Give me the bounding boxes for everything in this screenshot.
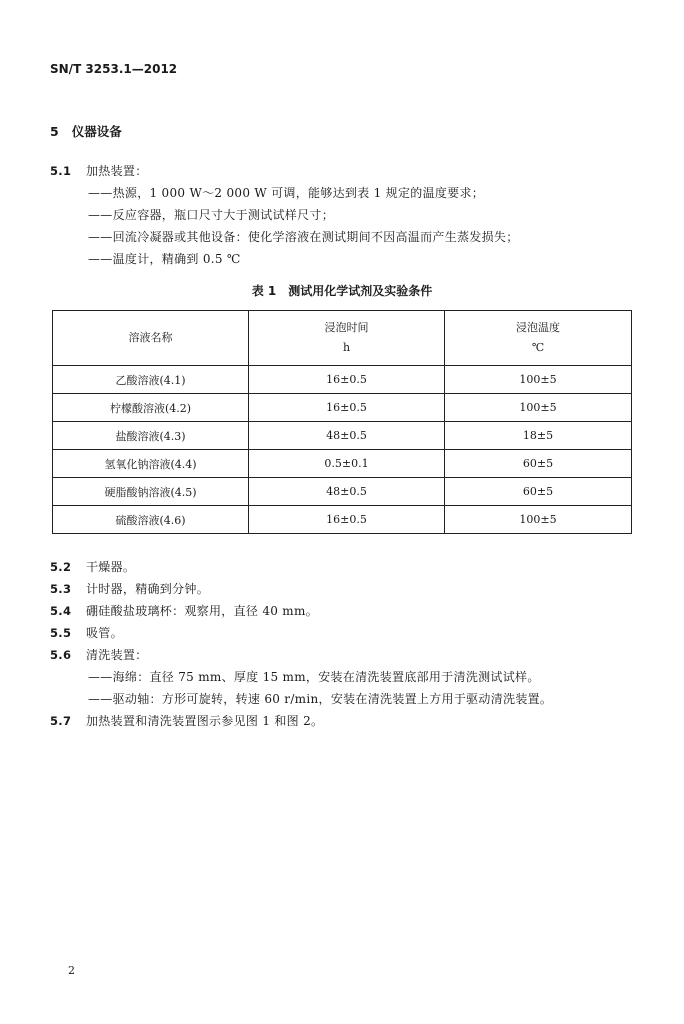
header-soak-temp-label: 浸泡温度: [516, 321, 560, 334]
cell-solution-name: 硫酸溶液(4.6): [53, 506, 249, 534]
header-soak-time-label: 浸泡时间: [324, 321, 369, 334]
cell-soak-temp: 18±5: [445, 422, 632, 450]
cell-soak-time: 48±0.5: [249, 422, 445, 450]
clause-number: 5.4: [50, 604, 72, 618]
clause-number: 5.7: [50, 714, 72, 728]
clause-5-2: [50, 558, 135, 575]
cell-soak-temp: 100±5: [445, 506, 632, 534]
table-caption: 表 1 测试用化学试剂及实验条件: [251, 284, 433, 298]
conditions-table: [52, 310, 632, 534]
clause-text: 硼硅酸盐玻璃杯：观察用，直径 40 mm。: [86, 604, 318, 618]
clause-text: 干燥器。: [86, 560, 136, 574]
section-title-text: 仪器设备: [71, 124, 122, 139]
cell-soak-temp: 100±5: [445, 394, 632, 422]
header-soak-temp-unit: ℃: [531, 341, 545, 354]
standard-code: SN/T 3253.1—2012: [50, 62, 178, 76]
clause-number: 5.6: [50, 648, 72, 662]
table-row: [53, 422, 632, 450]
list-item: ——驱动轴：方形可旋转，转速 60 r/min，安装在清洗装置上方用于驱动清洗装置。: [88, 692, 553, 706]
cell-soak-temp: 100±5: [445, 366, 632, 394]
clause-number: 5.3: [50, 582, 72, 596]
clause-title: 加热装置：: [86, 164, 148, 178]
table-row: [53, 394, 632, 422]
clause-number: 5.5: [50, 626, 72, 640]
page-number: 2: [68, 964, 75, 977]
clause-5-4: [50, 602, 318, 619]
list-item: ——反应容器，瓶口尺寸大于测试试样尺寸；: [88, 208, 335, 222]
clause-5-5: [50, 624, 123, 641]
clause-number: 5.2: [50, 560, 72, 574]
header-soak-temp: [445, 311, 632, 366]
clause-text: 加热装置和清洗装置图示参见图 1 和图 2。: [86, 714, 324, 728]
cell-solution-name: 氢氧化钠溶液(4.4): [53, 450, 249, 478]
clause-5-3: [50, 580, 209, 597]
table-row: [53, 450, 632, 478]
cell-soak-time: 48±0.5: [249, 478, 445, 506]
cell-soak-temp: 60±5: [445, 478, 632, 506]
cell-solution-name: 柠檬酸溶液(4.2): [53, 394, 249, 422]
list-item: ——温度计，精确到 0.5 ℃: [88, 252, 241, 266]
list-item: ——热源，1 000 W～2 000 W 可调，能够达到表 1 规定的温度要求；: [88, 186, 485, 200]
table-header-row: [53, 311, 632, 366]
clause-title: 清洗装置：: [86, 648, 148, 662]
clause-text: 吸管。: [86, 626, 123, 640]
clause-5-7: [50, 712, 323, 729]
table-row: [53, 366, 632, 394]
header-soak-time-unit: h: [342, 341, 351, 354]
cell-soak-time: 16±0.5: [249, 366, 445, 394]
table-row: [53, 478, 632, 506]
cell-soak-temp: 60±5: [445, 450, 632, 478]
clause-number: 5.1: [50, 164, 72, 178]
section-title: [50, 122, 122, 140]
clause-text: 计时器，精确到分钟。: [86, 582, 210, 596]
cell-solution-name: 硬脂酸钠溶液(4.5): [53, 478, 249, 506]
clause-5-6: [50, 646, 148, 663]
section-number: 5: [50, 124, 59, 139]
cell-soak-time: 0.5±0.1: [249, 450, 445, 478]
cell-solution-name: 盐酸溶液(4.3): [53, 422, 249, 450]
list-item: ——回流冷凝器或其他设备：使化学溶液在测试期间不因高温而产生蒸发损失；: [88, 230, 519, 244]
table-row: [53, 506, 632, 534]
clause-5-1: [50, 162, 148, 179]
cell-soak-time: 16±0.5: [249, 394, 445, 422]
list-item: ——海绵：直径 75 mm、厚度 15 mm，安装在清洗装置底部用于清洗测试试样。: [88, 670, 540, 684]
header-soak-time: [249, 311, 445, 366]
cell-solution-name: 乙酸溶液(4.1): [53, 366, 249, 394]
cell-soak-time: 16±0.5: [249, 506, 445, 534]
header-solution-name: 溶液名称: [53, 311, 249, 366]
